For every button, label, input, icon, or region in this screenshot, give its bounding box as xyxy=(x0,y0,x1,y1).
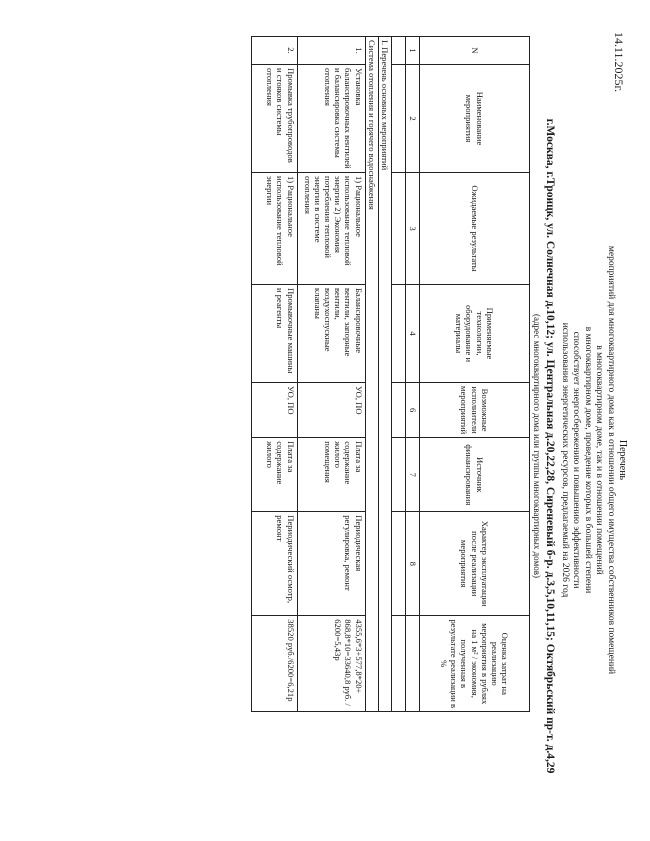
executor: УО, ПО xyxy=(297,383,365,438)
empty-row xyxy=(392,37,406,712)
cost-estimate: 4355,6*3+577,8*20+ 868,8*10=33640,8 руб. / 6200=5,43р xyxy=(297,616,365,712)
finance-source: Плата за содержание жилого помещения xyxy=(297,438,365,512)
column-header: Оценка затрат на реализацию мероприятия в рублях на 1 м² / экономия, полученная в результате реализации в % xyxy=(420,616,530,712)
subtitle-line: способствует энергосбережению и повышению эффективности xyxy=(571,331,582,589)
table-row xyxy=(297,37,365,712)
document-date: 14.11.2025г. xyxy=(612,32,626,93)
table-row xyxy=(251,37,297,712)
expected-result: 1) Рациональное использование тепловой энергии xyxy=(251,173,297,285)
column-header: Применяемые технологии, оборудование и материалы xyxy=(420,285,530,383)
address-note: (адрес многоквартирного дома или группы многоквартирных домов) xyxy=(532,314,542,578)
column-number: 1 xyxy=(406,37,420,65)
column-header: Наименование мероприятия xyxy=(420,65,530,173)
measure-name: Установка балансировочных вентилей и балансировка системы отопления xyxy=(297,65,365,173)
column-number-row xyxy=(406,37,420,712)
cost-estimate: 38520 руб./6200=6,21р xyxy=(251,616,297,712)
building-address: г.Москва, г.Троицк, ул. Солнечная д.10,12; ул. Центральная д.20,22,28, Сиреневый б-р. д.3,5,10,11,15; Октябрьский пр-т. д.4,29 xyxy=(544,118,556,774)
column-header: N xyxy=(420,37,530,65)
subtitle-line: в многоквартирном доме, проведение которых в большей степени xyxy=(582,326,593,594)
column-number: 4 xyxy=(406,285,420,383)
table-header-row xyxy=(420,37,530,712)
column-header: Возможные исполнители мероприятий xyxy=(420,383,530,438)
section-title: I. Перечень основных мероприятий xyxy=(378,37,391,712)
measure-name: Промывка трубопроводов и стояков системы отопления xyxy=(251,65,297,173)
column-number: 7 xyxy=(406,438,420,512)
column-header: Ожидаемые результаты xyxy=(420,173,530,285)
column-number xyxy=(406,616,420,712)
subsection-row xyxy=(365,37,378,712)
subtitle-line: использования энергетических ресурсов, предлагаемый на 2026 год xyxy=(559,322,570,598)
column-header: Источник финансирования xyxy=(420,438,530,512)
subtitle-line: в многоквартирном доме, так и в отношении помещений xyxy=(594,345,605,575)
finance-source: Плата за содержание жилого xyxy=(251,438,297,512)
expected-result: 1) Рациональное использование тепловой энергии 2) Экономия потребления тепловой энергии в системе отопления xyxy=(297,173,365,285)
measures-table xyxy=(251,36,530,712)
column-number: 2 xyxy=(406,65,420,173)
subsection-title: Система отопления и горячего водоснабжения xyxy=(365,37,378,712)
document-title: Перечень xyxy=(617,439,628,481)
column-header: Характер эксплуатации после реализации мероприятия xyxy=(420,512,530,616)
column-number: 8 xyxy=(406,512,420,616)
document-subtitle xyxy=(558,200,616,720)
technology: Балансировочные вентили, запорные вентили, воздухоспускные клапаны xyxy=(297,285,365,383)
operation-mode: Периодический осмотр, ремонт xyxy=(251,512,297,616)
column-number: 3 xyxy=(406,173,420,285)
row-number: 2. xyxy=(251,37,297,65)
executor: УО, ПО xyxy=(251,383,297,438)
column-number: 6 xyxy=(406,383,420,438)
subtitle-line: мероприятий для многоквартирного дома как в отношении общего имущества собственников помещений xyxy=(606,245,616,675)
operation-mode: Периодическая регулировка, ремонт xyxy=(297,512,365,616)
row-number: 1. xyxy=(297,37,365,65)
section-row xyxy=(378,37,391,712)
technology: Промывочные машины и реагенты xyxy=(251,285,297,383)
